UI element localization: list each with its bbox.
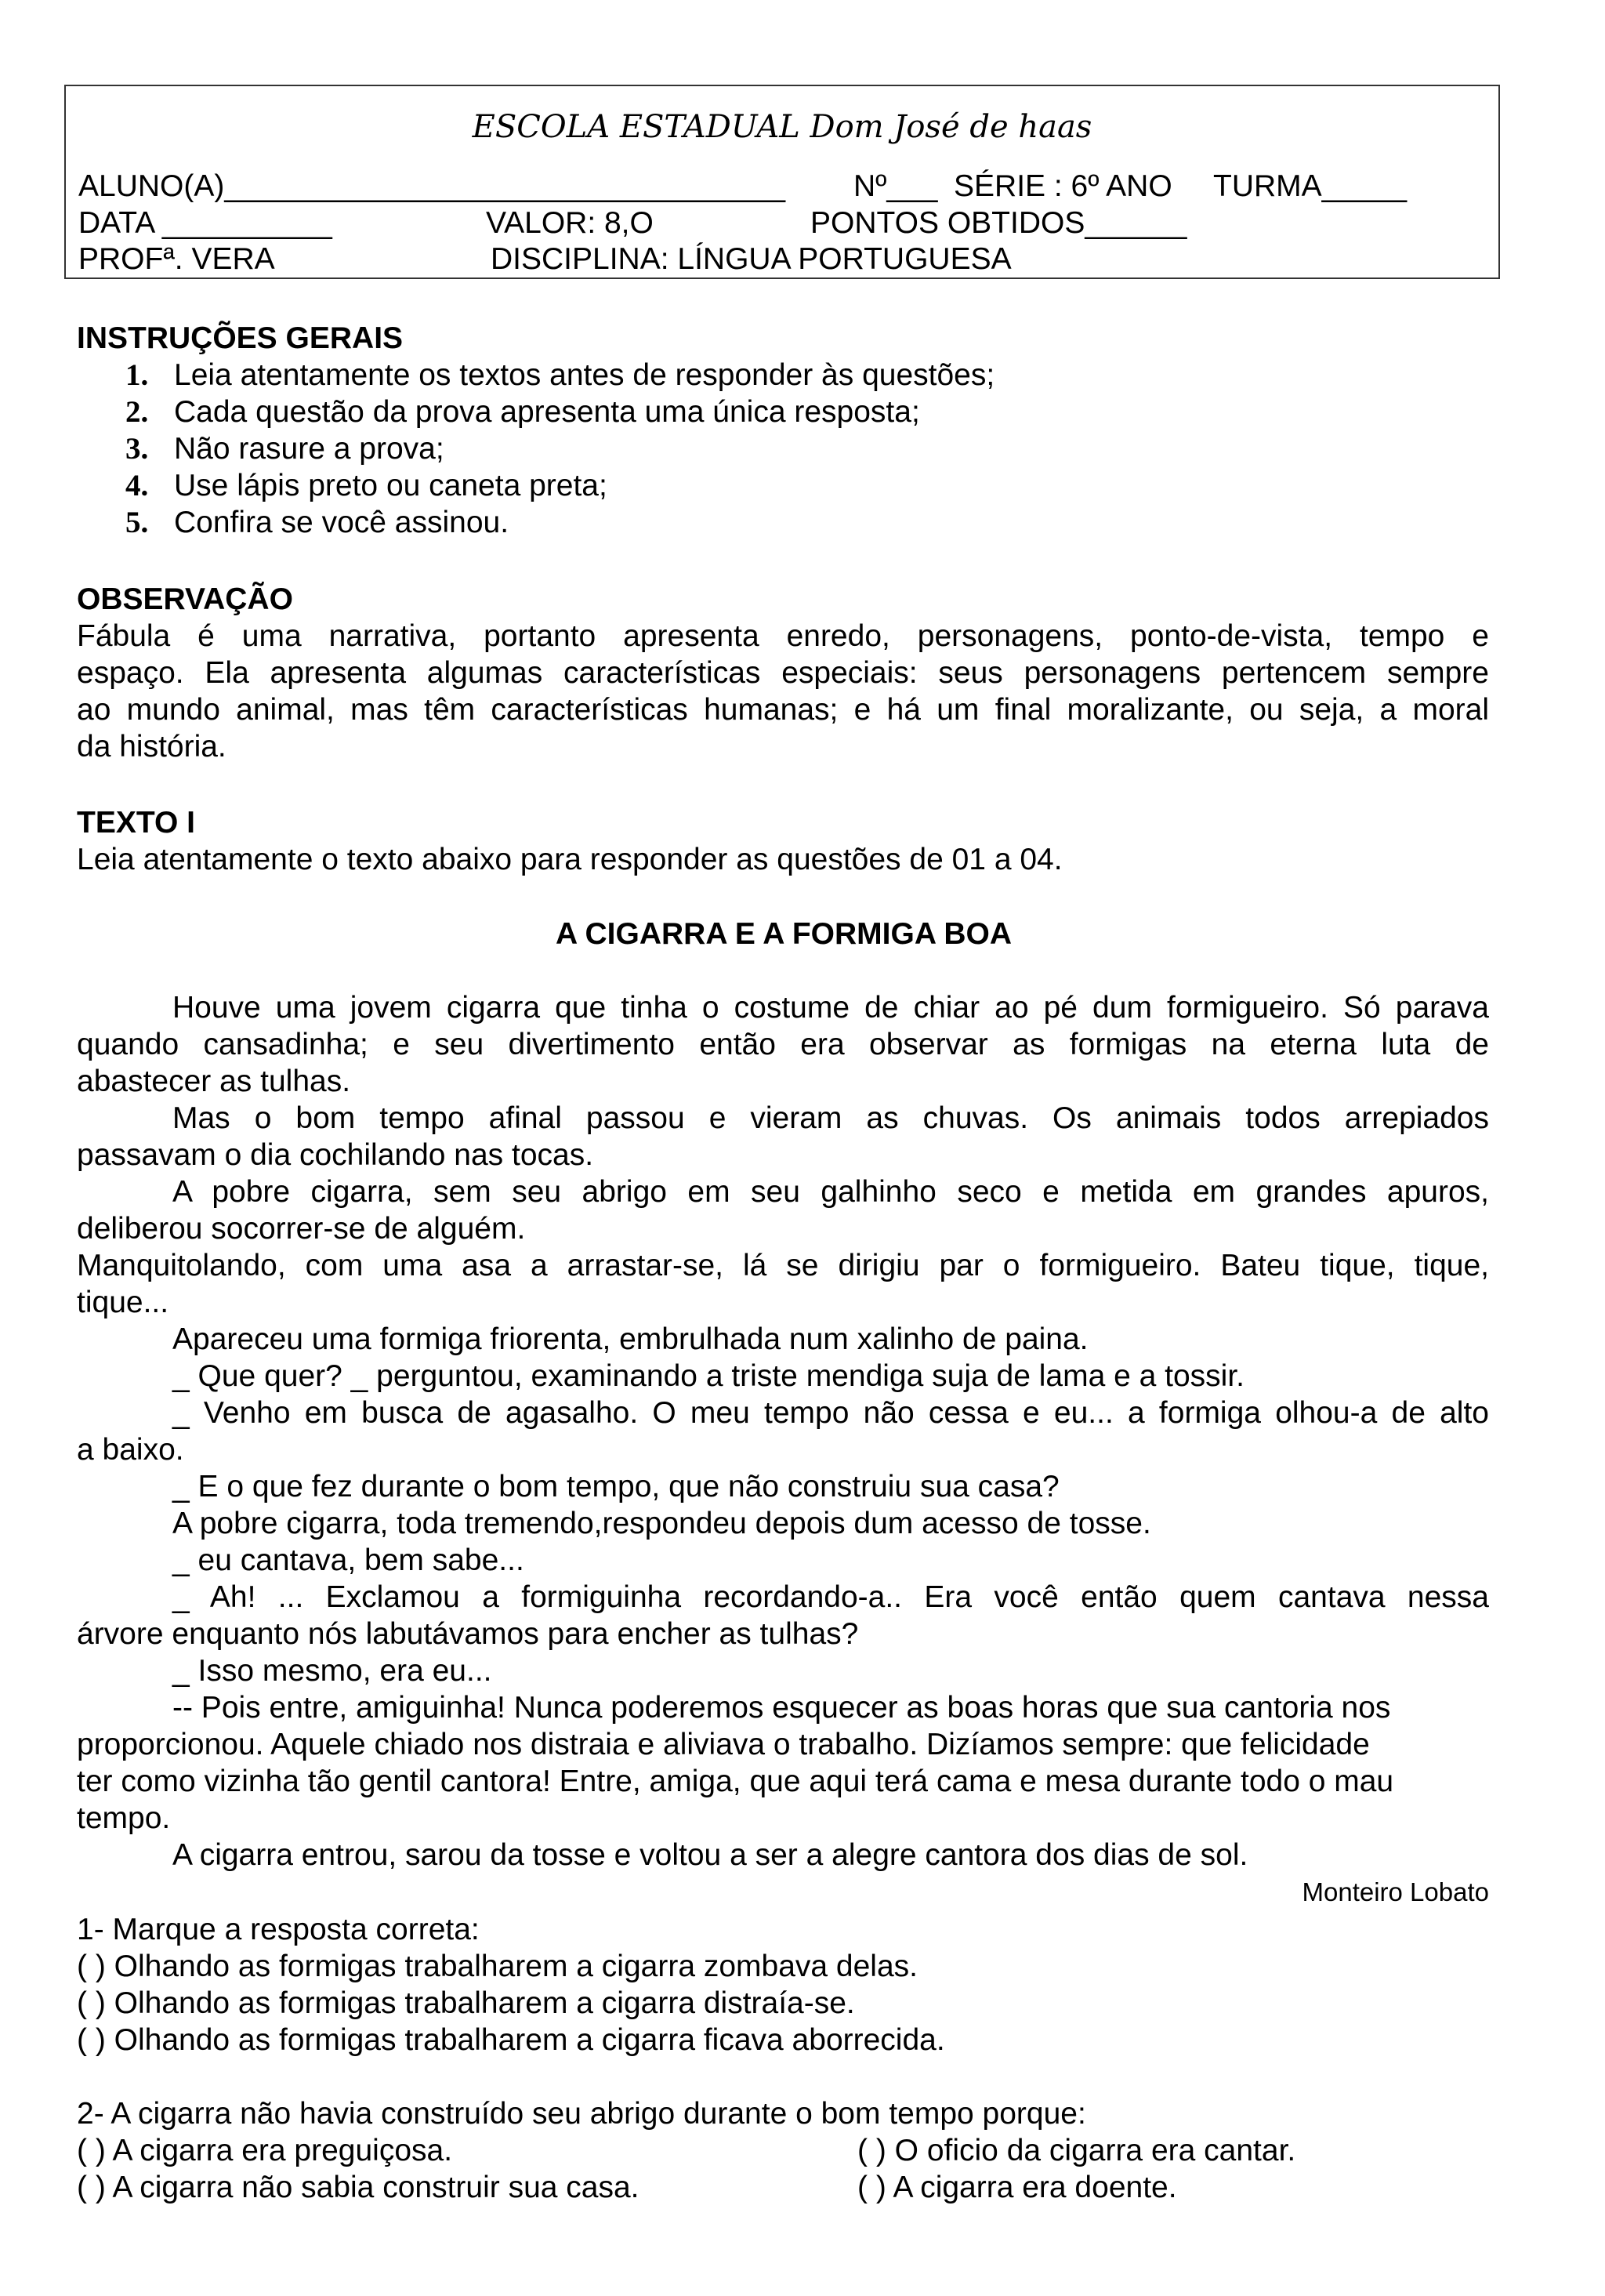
story-line: Apareceu uma formiga friorenta, embrulhada num xalinho de paina.	[172, 1322, 1089, 1356]
story-line: quando cansadinha; e seu divertimento então era observar as formigas na eterna luta de	[77, 1028, 1489, 1061]
story-line: Manquitolando, com uma asa a arrastar-se, lá se dirigiu par o formigueiro. Bateu tique, tique,	[77, 1249, 1489, 1282]
story-author: Monteiro Lobato	[1302, 1877, 1489, 1906]
observation-line: da história.	[77, 730, 226, 764]
grade-label: SÉRIE : 6º ANO	[954, 169, 1172, 203]
instruction-item: Confira se você assinou.	[174, 506, 509, 539]
student-name-field: ALUNO(A)_________________________________	[78, 169, 786, 203]
question-2-option[interactable]: ( ) O oficio da cigarra era cantar.	[857, 2134, 1296, 2167]
story-line: _ Que quer? _ perguntou, examinando a triste mendiga suja de lama e a tossir.	[172, 1359, 1245, 1393]
observation-line: espaço. Ela apresenta algumas características especiais: seus personagens pertencem sempre	[77, 656, 1489, 690]
story-line: A cigarra entrou, sarou da tosse e voltou a ser a alegre cantora dos dias de sol.	[172, 1838, 1248, 1872]
story-line: _ eu cantava, bem sabe...	[172, 1543, 524, 1577]
story-line: Houve uma jovem cigarra que tinha o costume de chiar ao pé dum formigueiro. Só parava	[172, 991, 1489, 1025]
question-2-option[interactable]: ( ) A cigarra era doente.	[857, 2171, 1177, 2204]
instructions-title: INSTRUÇÕES GERAIS	[77, 321, 404, 355]
instruction-item: Leia atentamente os textos antes de responder às questões;	[174, 358, 995, 392]
instruction-item: Cada questão da prova apresenta uma única resposta;	[174, 395, 920, 429]
story-line: A pobre cigarra, toda tremendo,respondeu depois dum acesso de tosse.	[172, 1507, 1151, 1540]
story-line: a baixo.	[77, 1433, 184, 1467]
story-line: passavam o dia cochilando nas tocas.	[77, 1138, 594, 1172]
value-label: VALOR: 8,O	[486, 206, 654, 240]
class-field: TURMA_____	[1213, 169, 1408, 203]
observation-line: Fábula é uma narrativa, portanto apresenta enredo, personagens, ponto-de-vista, tempo e	[77, 619, 1489, 653]
story-line: tique...	[77, 1286, 169, 1319]
observation-line: ao mundo animal, mas têm características humanas; e há um final moralizante, ou seja, a moral	[77, 693, 1489, 727]
instruction-number: 3.	[125, 432, 149, 466]
story-line: _ Ah! ... Exclamou a formiguinha recordando-a.. Era você então quem cantava nessa	[172, 1580, 1489, 1614]
instruction-item: Não rasure a prova;	[174, 432, 444, 466]
question-2-option[interactable]: ( ) A cigarra não sabia construir sua casa.	[77, 2171, 639, 2204]
text-section-title: TEXTO I	[77, 806, 195, 840]
story-line: _ Isso mesmo, era eu...	[172, 1654, 492, 1688]
observation-title: OBSERVAÇÃO	[77, 582, 293, 616]
story-title: A CIGARRA E A FORMIGA BOA	[555, 917, 1013, 951]
story-line: ter como vizinha tão gentil cantora! Entre, amiga, que aqui terá cama e mesa durante todo o mau	[77, 1765, 1394, 1798]
student-number-field: Nº___	[853, 169, 938, 203]
school-title: ESCOLA ESTADUAL Dom José de haas	[472, 109, 1092, 145]
instruction-number: 2.	[125, 395, 149, 429]
story-line: -- Pois entre, amiguinha! Nunca poderemos esquecer as boas horas que sua cantoria nos	[172, 1691, 1391, 1725]
story-line: A pobre cigarra, sem seu abrigo em seu galhinho seco e metida em grandes apuros,	[172, 1175, 1489, 1209]
instruction-number: 1.	[125, 358, 149, 392]
subject-label: DISCIPLINA: LÍNGUA PORTUGUESA	[491, 242, 1012, 276]
question-1-option[interactable]: ( ) Olhando as formigas trabalharem a cigarra ficava aborrecida.	[77, 2023, 945, 2057]
story-line: Mas o bom tempo afinal passou e vieram as chuvas. Os animais todos arrepiados	[172, 1101, 1489, 1135]
story-line: _ Venho em busca de agasalho. O meu tempo não cessa e eu... a formiga olhou-a de alto	[172, 1396, 1489, 1430]
question-2-option[interactable]: ( ) A cigarra era preguiçosa.	[77, 2134, 453, 2167]
story-line: deliberou socorrer-se de alguém.	[77, 1212, 526, 1246]
teacher-label: PROFª. VERA	[78, 242, 275, 276]
question-1: 1- Marque a resposta correta:	[77, 1913, 480, 1946]
points-field: PONTOS OBTIDOS______	[810, 206, 1187, 240]
instruction-number: 4.	[125, 469, 149, 502]
question-1-option[interactable]: ( ) Olhando as formigas trabalharem a cigarra distraía-se.	[77, 1986, 855, 2020]
instruction-item: Use lápis preto ou caneta preta;	[174, 469, 607, 502]
story-line: árvore enquanto nós labutávamos para encher as tulhas?	[77, 1617, 859, 1651]
date-field: DATA __________	[78, 206, 332, 240]
text-instruction: Leia atentamente o texto abaixo para responder as questões de 01 a 04.	[77, 843, 1063, 876]
question-2: 2- A cigarra não havia construído seu abrigo durante o bom tempo porque:	[77, 2097, 1086, 2131]
question-1-option[interactable]: ( ) Olhando as formigas trabalharem a cigarra zombava delas.	[77, 1950, 918, 1983]
story-line: tempo.	[77, 1801, 171, 1835]
story-line: _ E o que fez durante o bom tempo, que não construiu sua casa?	[172, 1470, 1060, 1503]
header-box	[64, 85, 1500, 279]
instruction-number: 5.	[125, 506, 149, 539]
story-line: proporcionou. Aquele chiado nos distraia e aliviava o trabalho. Dizíamos sempre: que felicidade	[77, 1728, 1370, 1761]
story-line: abastecer as tulhas.	[77, 1065, 351, 1098]
